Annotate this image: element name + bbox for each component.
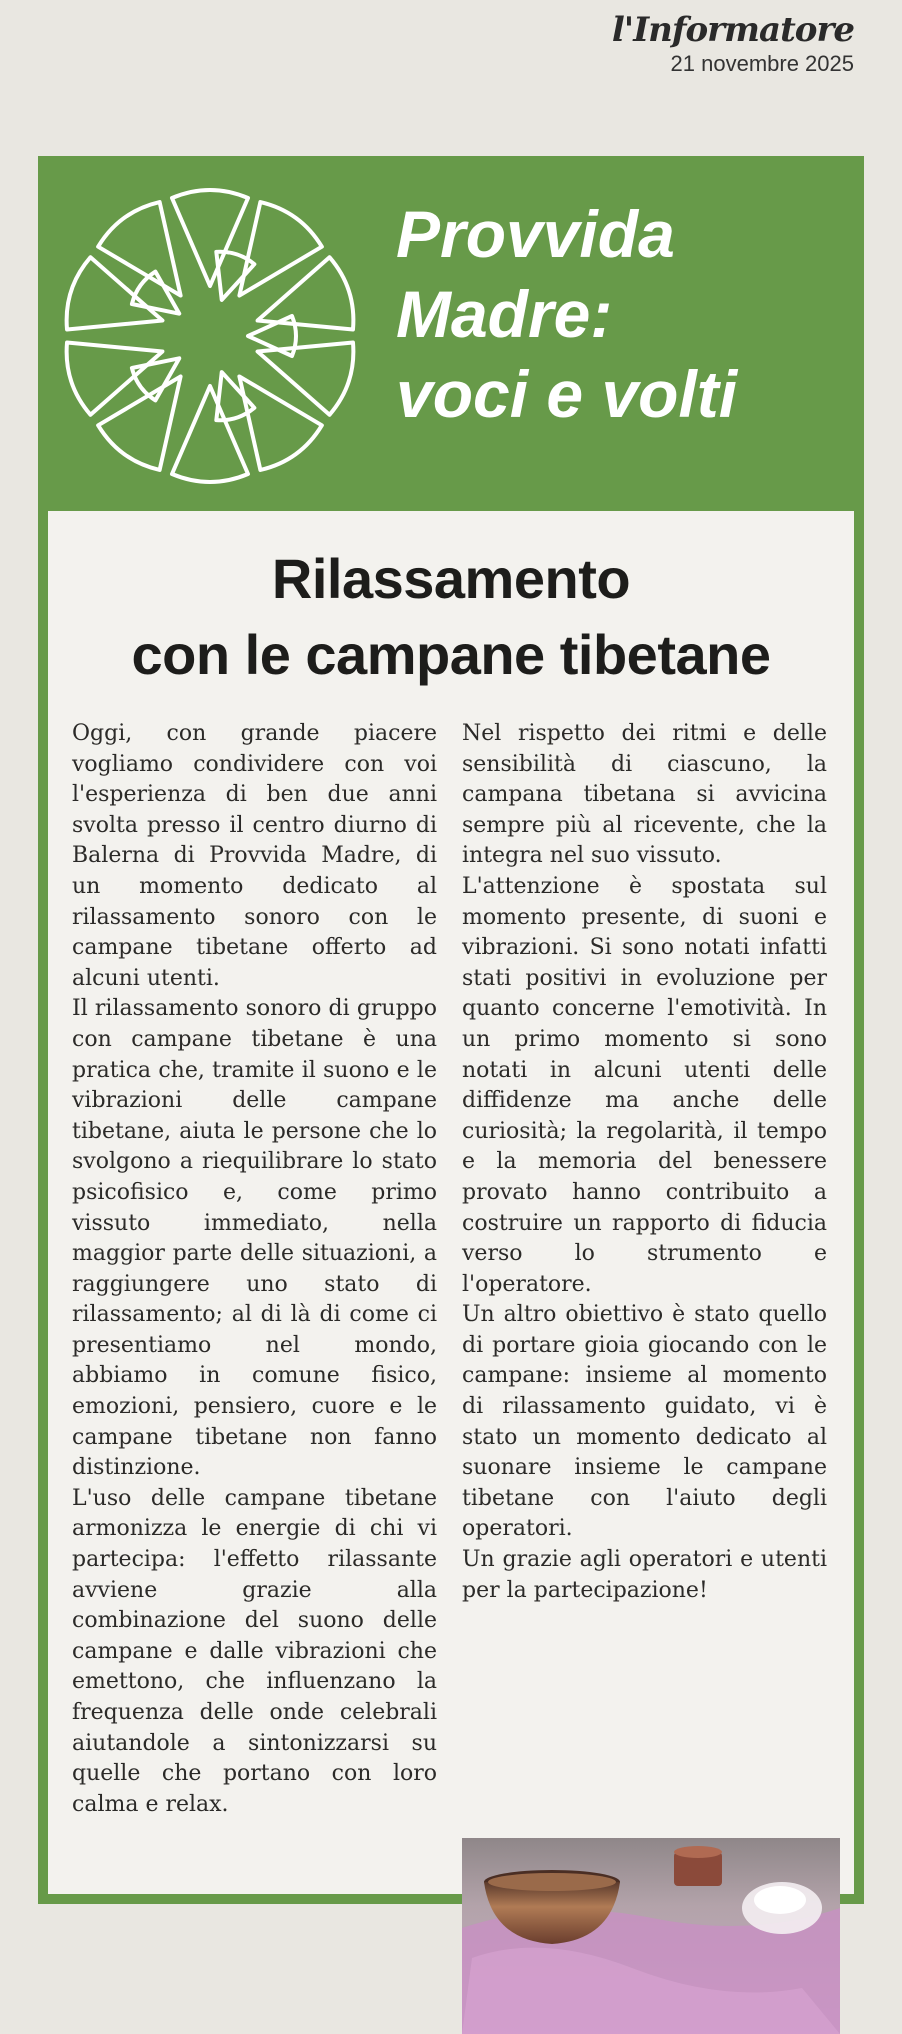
article-frame [38, 156, 864, 1904]
masthead [612, 8, 854, 76]
section-title-line: voci e volti [396, 357, 738, 431]
tibetan-bowls-photo [462, 1838, 840, 2034]
article-headline [48, 541, 854, 693]
section-title-line: Madre: [396, 277, 613, 351]
paragraph: Oggi, con grande piacere vogliamo condividere con voi l'esperienza di ben due anni svolta presso il centro diurno di Balerna di Provvida Madre, di un momento dedicato al rilassamento sonoro con le campane tibetane offerto ad alcuni utenti. [72, 721, 437, 991]
paragraph: L'attenzione è spostata sul momento presente, di suoni e vibrazioni. Si sono notati infatti stati positivi in evoluzione per quanto concerne l'emotività. In un primo momento si sono notati in alcuni utenti delle diffidenze ma anche delle curiosità; la regolarità, il tempo e la memoria del benessere provato hanno contribuito a costruire un rapporto di fiducia verso lo strumento e l'operatore. [462, 873, 827, 1297]
article-panel [48, 511, 854, 1894]
section-title [396, 194, 737, 434]
tibetan-bowls-photo-icon [462, 1838, 840, 2034]
paragraph: Un grazie agli operatori e utenti per la partecipazione! [462, 1547, 827, 1603]
flower-crescent-logo-icon [60, 186, 360, 486]
left-column [72, 719, 437, 1820]
section-banner [38, 156, 864, 511]
issue-date: 21 novembre 2025 [670, 51, 854, 76]
right-column [462, 719, 827, 1606]
paragraph: Nel rispetto dei ritmi e delle sensibilità di ciascuno, la campana tibetana si avvicina sempre più al ricevente, che la integra nel suo vissuto. [462, 721, 827, 869]
paragraph: Un altro obiettivo è stato quello di portare gioia giocando con le campane: insieme al momento di rilassamento guidato, vi è stato un momento dedicato al suonare insieme le campane tibetane con l'aiuto degli operatori. [462, 1302, 827, 1542]
headline-line: Rilassamento [271, 547, 631, 610]
newspaper-brand: l'Informatore [611, 10, 854, 50]
paragraph: Il rilassamento sonoro di gruppo con campane tibetane è una pratica che, tramite il suono e le vibrazioni delle campane tibetane, aiuta le persone che lo svolgono a riequilibrare lo stato psicofisico e, come primo vissuto immediato, nella maggior parte delle situazioni, a raggiungere uno stato di rilassamento; al di là di come ci presentiamo nel mondo, abbiamo in comune fisico, emozioni, pensiero, cuore e le campane tibetane non fanno distinzione. [72, 996, 437, 1481]
headline-line: con le campane tibetane [131, 623, 771, 686]
section-title-line: Provvida [396, 197, 675, 271]
paragraph: L'uso delle campane tibetane armonizza le energie di chi vi partecipa: l'effetto rilassante avviene grazie alla combinazione del suono delle campane e dalle vibrazioni che emettono, che influenzano la frequenza delle onde celebrali aiutandole a sintonizzarsi su quelle che portano con loro calma e relax. [72, 1485, 437, 1817]
